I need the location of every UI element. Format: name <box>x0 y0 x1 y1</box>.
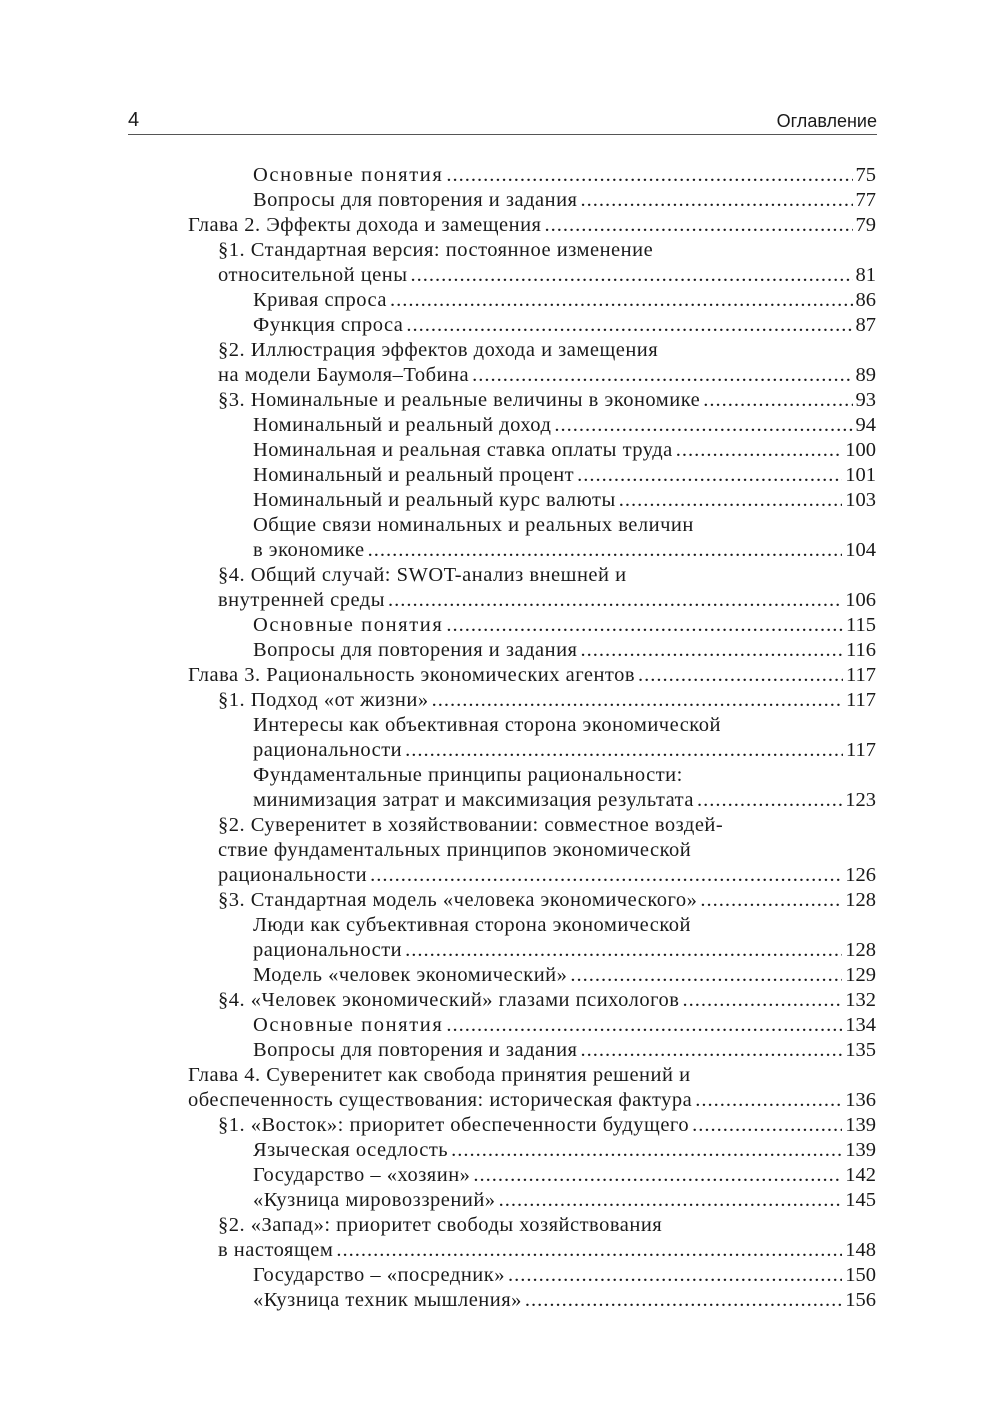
toc-entry-title: §4. «Человек экономический» глазами психологов <box>218 989 680 1011</box>
dot-leader <box>508 1263 842 1288</box>
toc-entry-title: Основные понятия <box>253 614 444 636</box>
toc-entry-page: 86 <box>855 289 876 311</box>
dot-leader <box>446 1013 842 1038</box>
dot-leader <box>580 188 852 213</box>
toc-entry-title: §2. «Запад»: приоритет свободы хозяйствования <box>218 1214 663 1236</box>
toc-entry-page: 89 <box>855 364 876 386</box>
toc-entry-title-cont: рациональности <box>253 939 403 961</box>
dot-leader <box>336 1238 842 1263</box>
dot-leader <box>525 1288 842 1313</box>
toc-entry-page: 77 <box>855 189 876 211</box>
toc-entry[interactable] <box>188 163 876 188</box>
dot-leader <box>695 1088 842 1113</box>
toc-entry-title: Основные понятия <box>253 1014 444 1036</box>
toc-entry-page: 75 <box>855 164 876 186</box>
dot-leader <box>580 638 843 663</box>
dot-leader <box>390 288 853 313</box>
dot-leader <box>370 863 842 888</box>
toc-entry-page: 115 <box>846 614 876 636</box>
toc-entry[interactable] <box>188 488 876 513</box>
dot-leader <box>451 1138 842 1163</box>
toc-entry-title: Языческая оседлость <box>253 1139 449 1161</box>
toc-entry-title-cont: внутренней среды <box>218 589 385 611</box>
running-title: Оглавление <box>776 111 877 131</box>
toc-entry-title: Вопросы для повторения и задания <box>253 639 578 661</box>
toc-entry-title: Номинальная и реальная ставка оплаты труда <box>253 439 673 461</box>
dot-leader <box>405 738 843 763</box>
toc-entry-title: Фундаментальные принципы рациональности: <box>253 764 683 786</box>
toc-entry-title: Государство – «хозяин» <box>253 1164 471 1186</box>
toc-entry-page: 104 <box>845 539 876 561</box>
toc-entry-title-cont: рациональности <box>253 739 403 761</box>
toc-entry-title: Модель «человек экономический» <box>253 964 568 986</box>
dot-leader <box>388 588 842 613</box>
toc-entry-page: 126 <box>845 864 876 886</box>
dot-leader <box>405 938 842 963</box>
toc-entry-page: 106 <box>845 589 876 611</box>
toc-entry-title-cont: в экономике <box>253 539 365 561</box>
toc-entry-title-cont: в настоящем <box>218 1239 334 1261</box>
toc-entry[interactable] <box>188 938 876 963</box>
toc-entry-title: Номинальный и реальный процент <box>253 464 575 486</box>
toc-entry-line[interactable] <box>188 713 876 738</box>
toc-entry-page: 148 <box>845 1239 876 1261</box>
toc-entry-page: 128 <box>845 939 876 961</box>
toc-chapter[interactable] <box>188 213 876 238</box>
toc-entry[interactable] <box>188 538 876 563</box>
toc-entry-page: 103 <box>845 489 876 511</box>
toc-entry-page: 142 <box>845 1164 876 1186</box>
toc-entry-title: Номинальный и реальный доход <box>253 414 552 436</box>
toc-entry-page: 139 <box>845 1139 876 1161</box>
toc-entry-line[interactable] <box>188 513 876 538</box>
toc-entry[interactable] <box>188 1288 876 1313</box>
toc-entry-title: Основные понятия <box>253 164 444 186</box>
dot-leader <box>544 213 852 238</box>
toc-entry-title: Государство – «посредник» <box>253 1264 505 1286</box>
dot-leader <box>703 388 852 413</box>
toc-section[interactable] <box>188 263 876 288</box>
dot-leader <box>577 463 842 488</box>
toc-entry-title: §1. «Восток»: приоритет обеспеченности будущего <box>218 1114 690 1136</box>
toc-entry-title: Глава 2. Эффекты дохода и замещения <box>188 214 542 236</box>
toc-entry-page: 101 <box>845 464 876 486</box>
toc-entry[interactable] <box>188 613 876 638</box>
toc-entry[interactable] <box>188 1038 876 1063</box>
toc-entry-line[interactable] <box>188 913 876 938</box>
toc-entry-page: 94 <box>855 414 876 436</box>
toc-entry-title: Кривая спроса <box>253 289 387 311</box>
dot-leader <box>700 888 842 913</box>
dot-leader <box>499 1188 843 1213</box>
toc-entry-title: Вопросы для повторения и задания <box>253 1039 578 1061</box>
dot-leader <box>432 688 843 713</box>
toc-entry-page: 128 <box>845 889 876 911</box>
toc-entry-title-cont: минимизация затрат и максимизация результата <box>253 789 694 811</box>
toc-entry-title: §4. Общий случай: SWOT-анализ внешней и <box>218 564 627 586</box>
toc-entry-title: §1. Стандартная версия: постоянное изменение <box>218 239 654 261</box>
toc-entry-page: 156 <box>845 1289 876 1311</box>
toc-entry-page: 100 <box>845 439 876 461</box>
dot-leader <box>692 1113 842 1138</box>
toc-entry-title: §2. Суверенитет в хозяйствовании: совместное воздей- <box>218 814 724 836</box>
dot-leader <box>676 438 843 463</box>
toc-entry[interactable] <box>188 188 876 213</box>
dot-leader <box>406 313 852 338</box>
toc-section[interactable] <box>188 588 876 613</box>
toc-entry[interactable] <box>188 413 876 438</box>
toc-entry-title: §2. Иллюстрация эффектов дохода и замещения <box>218 339 659 361</box>
toc-entry-title: Глава 4. Суверенитет как свобода принятия решений и <box>188 1064 691 1086</box>
toc-section[interactable] <box>188 988 876 1013</box>
toc-section-line[interactable] <box>188 563 876 588</box>
toc-entry-page: 116 <box>846 639 876 661</box>
toc-entry[interactable] <box>188 438 876 463</box>
toc-entry[interactable] <box>188 638 876 663</box>
toc-entry-page: 117 <box>846 664 876 686</box>
toc-entry-page: 150 <box>845 1264 876 1286</box>
toc-entry[interactable] <box>188 313 876 338</box>
toc-section[interactable] <box>188 388 876 413</box>
toc-section[interactable] <box>188 688 876 713</box>
table-of-contents <box>188 163 876 1313</box>
toc-section[interactable] <box>188 1238 876 1263</box>
toc-entry-page: 134 <box>845 1014 876 1036</box>
dot-leader <box>638 663 843 688</box>
toc-entry-title: §3. Стандартная модель «человека экономического» <box>218 889 698 911</box>
toc-entry-page: 145 <box>845 1189 876 1211</box>
toc-entry-title: Люди как субъективная сторона экономической <box>253 914 692 936</box>
toc-entry-page: 79 <box>855 214 876 236</box>
toc-entry-title-cont: на модели Баумоля–Тобина <box>218 364 470 386</box>
toc-entry-page: 117 <box>846 739 876 761</box>
dot-leader <box>682 988 842 1013</box>
dot-leader <box>580 1038 842 1063</box>
toc-entry-page: 81 <box>855 264 876 286</box>
toc-section[interactable] <box>188 863 876 888</box>
toc-section-line[interactable] <box>188 813 876 838</box>
toc-entry-page: 93 <box>855 389 876 411</box>
toc-section-line[interactable] <box>188 338 876 363</box>
toc-entry-title: Глава 3. Рациональность экономических агентов <box>188 664 636 686</box>
toc-chapter[interactable] <box>188 1088 876 1113</box>
toc-entry-title-cont: относительной цены <box>218 264 408 286</box>
toc-entry[interactable] <box>188 1138 876 1163</box>
toc-section[interactable] <box>188 363 876 388</box>
toc-entry[interactable] <box>188 738 876 763</box>
toc-entry[interactable] <box>188 1188 876 1213</box>
toc-entry-page: 132 <box>845 989 876 1011</box>
toc-section[interactable] <box>188 888 876 913</box>
dot-leader <box>411 263 853 288</box>
toc-entry-title: Номинальный и реальный курс валюты <box>253 489 616 511</box>
toc-chapter-line[interactable] <box>188 1063 876 1088</box>
toc-section-line[interactable] <box>188 838 876 863</box>
toc-entry[interactable] <box>188 788 876 813</box>
toc-entry[interactable] <box>188 1263 876 1288</box>
toc-entry-title: Вопросы для повторения и задания <box>253 189 578 211</box>
toc-entry-page: 129 <box>845 964 876 986</box>
toc-section[interactable] <box>188 1113 876 1138</box>
toc-entry-page: 87 <box>855 314 876 336</box>
dot-leader <box>619 488 842 513</box>
toc-entry[interactable] <box>188 288 876 313</box>
toc-entry-page: 139 <box>845 1114 876 1136</box>
toc-entry-page: 117 <box>846 689 876 711</box>
toc-section-line[interactable] <box>188 1213 876 1238</box>
dot-leader <box>554 413 852 438</box>
dot-leader <box>446 163 852 188</box>
toc-entry-page: 123 <box>845 789 876 811</box>
toc-entry-title: «Кузница техник мышления» <box>253 1289 522 1311</box>
toc-entry-page: 136 <box>845 1089 876 1111</box>
toc-entry-title: «Кузница мировоззрений» <box>253 1189 496 1211</box>
toc-entry[interactable] <box>188 1013 876 1038</box>
toc-entry-title: Интересы как объективная сторона экономической <box>253 714 721 736</box>
dot-leader <box>472 363 852 388</box>
dot-leader <box>368 538 843 563</box>
dot-leader <box>697 788 842 813</box>
toc-entry-title-cont: рациональности <box>218 864 368 886</box>
toc-entry[interactable] <box>188 963 876 988</box>
toc-entry-line[interactable] <box>188 763 876 788</box>
toc-entry-title: §3. Номинальные и реальные величины в экономике <box>218 389 701 411</box>
toc-entry-title: Функция спроса <box>253 314 404 336</box>
toc-entry[interactable] <box>188 1163 876 1188</box>
dot-leader <box>446 613 843 638</box>
toc-entry-page: 135 <box>845 1039 876 1061</box>
page-number: 4 <box>128 109 140 131</box>
page-header <box>128 108 877 135</box>
toc-entry-title: §1. Подход «от жизни» <box>218 689 429 711</box>
toc-entry[interactable] <box>188 463 876 488</box>
toc-entry-title-cont: обеспеченность существования: историческая фактура <box>188 1089 693 1111</box>
toc-section-line[interactable] <box>188 238 876 263</box>
toc-entry-title: Общие связи номинальных и реальных величин <box>253 514 694 536</box>
dot-leader <box>473 1163 842 1188</box>
toc-entry-title-cont: ствие фундаментальных принципов экономической <box>218 839 692 861</box>
toc-chapter[interactable] <box>188 663 876 688</box>
dot-leader <box>570 963 842 988</box>
